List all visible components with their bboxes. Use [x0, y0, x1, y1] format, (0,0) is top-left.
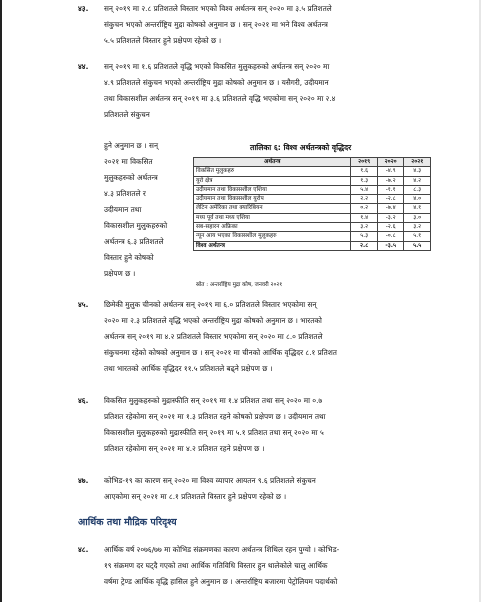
table-row-label: मध्य पूर्व तथा मध्य एशिया	[194, 213, 351, 222]
table-cell: ५.४	[351, 185, 378, 194]
paragraph-line: विकासशील मुलुकहरुको मुद्रास्फीति सन् २०१९ मा ५.१ प्रतिशत तथा सन् २०२० मा ५	[104, 428, 324, 437]
paragraph-number: ४३.	[78, 4, 89, 13]
table-cell: ४.०	[404, 195, 431, 204]
paragraph-line: कोभिड-१९ का कारण सन् २०२० मा विश्व व्यापार आयतन ९.६ प्रतिशतले संकुचन	[104, 476, 316, 485]
paragraph-line: प्रतिशत रहेकोमा सन् २०२१ मा १.३ प्रतिशत रहने कोषको प्रक्षेपण छ । उदीयमान तथा	[104, 412, 326, 421]
table-cell: -०.८	[377, 232, 404, 241]
table-row	[194, 195, 431, 204]
paragraph-wrap-line: उदीयमान तथा	[104, 205, 142, 214]
paragraph-line: प्रतिशतले संकुचन	[104, 110, 150, 119]
table-cell: १.६	[351, 167, 378, 176]
paragraph-number: ४७.	[78, 476, 89, 485]
paragraph-line: ४.९ प्रतिशतले संकुचन भएको अन्तर्राष्ट्रिय मुद्रा कोषको अनुमान छ । यसैगरी, उदीयमान	[104, 78, 329, 87]
paragraph-line: वर्षमा ट्रेण्ड आर्थिक वृद्धि हासिल हुने अनुमान छ । अन्तर्राष्ट्रिय बजारमा पेट्रोलियम पदार्थको	[104, 577, 338, 586]
table-cell: -३.२	[377, 213, 404, 222]
table-row	[194, 223, 431, 232]
table-cell: ४.२	[404, 176, 431, 185]
table-header: २०२१	[404, 158, 431, 167]
table-row-label: सब-सहारन अफ्रिका	[194, 223, 351, 232]
table-row	[194, 176, 431, 185]
table-cell: ३.२	[351, 223, 378, 232]
paragraph-line: २०२० मा २.३ प्रतिशतले वृद्धि भएको अन्तर्राष्ट्रिय मुद्रा कोषको अनुमान छ । भारतको	[104, 316, 322, 325]
table-row	[194, 213, 431, 222]
paragraph-line: अर्थतन्त्र सन् २०१९ मा ४.२ प्रतिशतले विस्तार भएकोमा सन् २०२० मा ८.० प्रतिशतले	[104, 332, 323, 341]
table-cell: -२.६	[377, 223, 404, 232]
paragraph-number: ४४.	[78, 62, 89, 71]
table-header: अर्थतन्त्र	[194, 158, 351, 167]
growth-table	[193, 157, 431, 251]
paragraph-number: ४५.	[78, 300, 89, 309]
table-cell: ०.२	[351, 204, 378, 213]
table-cell: ४.१	[404, 204, 431, 213]
table-cell: २.२	[351, 195, 378, 204]
paragraph-wrap-line: ४.३ प्रतिशतले र	[104, 189, 146, 198]
paragraph-wrap-line: विकासशील मुलुकहरुको	[104, 221, 168, 230]
table-cell: ५.३	[351, 232, 378, 241]
table-source: स्रोत : अन्तर्राष्ट्रिय मुद्रा कोष, जनवरी २०२१	[196, 282, 283, 288]
paragraph-number: ४८.	[78, 545, 89, 554]
table-cell: -७.४	[377, 204, 404, 213]
table-row-label: युरो क्षेत्र	[194, 176, 351, 185]
paragraph-line: आएकोमा सन् २०२१ मा ८.१ प्रतिशतले विस्तार हुने प्रक्षेपण रहेको छ ।	[104, 492, 287, 501]
paragraph-line: छिमेकी मुलुक चीनको अर्थतन्त्र सन् २०१९ मा ६.० प्रतिशतले विस्तार भएकोमा सन्	[104, 300, 317, 309]
table-row-label: विकसित मुलुकहरु	[194, 167, 351, 176]
table-cell: -७.२	[377, 176, 404, 185]
section-heading: आर्थिक तथा मौद्रिक परिदृश्य	[78, 517, 177, 528]
paragraph-number: ४६.	[78, 396, 89, 405]
table-cell: १.३	[351, 176, 378, 185]
table-cell: ४.३	[404, 167, 431, 176]
table-cell: ५.१	[404, 232, 431, 241]
table-row-label: उदीयमान तथा विकासशील एशिया	[194, 185, 351, 194]
paragraph-line: संकुचन भएको अन्तर्राष्ट्रिय मुद्रा कोषको अनुमान छ । सन् २०२१ मा भने विश्व अर्थतन्त्र	[104, 20, 328, 29]
table-cell: २.८	[351, 241, 378, 250]
table-row	[194, 185, 431, 194]
table-cell: -४.९	[377, 167, 404, 176]
paragraph-line: तथा भारतको आर्थिक वृद्धिदर ११.५ प्रतिशतले बढ्ने प्रक्षेपण छ ।	[104, 364, 273, 373]
table-header-row	[194, 158, 431, 167]
paragraph-line: सन् २०१९ मा २.८ प्रतिशतले विस्तार भएको विश्व अर्थतन्त्र सन् २०२० मा ३.५ प्रतिशतले	[104, 4, 332, 13]
table-row-label: न्यून आय भएका विकासशील मुलुकहरु	[194, 232, 351, 241]
table-cell: ५.५	[404, 241, 431, 250]
table-row-label: उदीयमान तथा विकासशील युरोप	[194, 195, 351, 204]
table-row	[194, 204, 431, 213]
paragraph-line: सन् २०१९ मा १.६ प्रतिशतले वृद्धि भएको विकसित मुलुकहरुको अर्थतन्त्र सन् २०२० मा	[104, 62, 330, 71]
paragraph-line: प्रतिशत रहेकोमा सन् २०२१ मा ४.२ प्रतिशत रहने प्रक्षेपण छ ।	[104, 444, 265, 453]
table-cell: -१.१	[377, 185, 404, 194]
table-cell: -२.८	[377, 195, 404, 204]
paragraph-line: विकसित मुलुकहरुको मुद्रास्फीति सन् २०१९ मा १.४ प्रतिशत तथा सन् २०२० मा ०.७	[104, 396, 323, 405]
table-row-label: लेटिन अमेरिका तथा क्यारिबियन	[194, 204, 351, 213]
table-cell: ३.०	[404, 213, 431, 222]
paragraph-wrap-line: प्रक्षेपण छ ।	[104, 269, 136, 278]
paragraph-wrap-line: विस्तार हुने कोषको	[104, 253, 154, 262]
paragraph-line: ५.५ प्रतिशतले विस्तार हुने प्रक्षेपण रहेको छ ।	[104, 36, 222, 45]
table-cell: १.४	[351, 213, 378, 222]
page-edge-left	[0, 0, 2, 602]
table-header: २०२०	[377, 158, 404, 167]
paragraph-line: १९ संक्रमण दर घट्दै गएको तथा आर्थिक गतिविधि विस्तार हुन थालेकोले चालु आर्थिक	[104, 561, 328, 570]
table-title: तालिका ६: विश्व अर्थतन्त्रको वृद्धिदर	[250, 143, 352, 152]
paragraph-wrap-line: अर्थतन्त्र ६.३ प्रतिशतले	[104, 237, 164, 246]
paragraph-line: तथा विकासशील अर्थतन्त्र सन् २०१९ मा ३.६ प्रतिशतले वृद्धि भएकोमा सन् २०२० मा २.४	[104, 94, 336, 103]
table-row	[194, 167, 431, 176]
table-cell: ८.३	[404, 185, 431, 194]
paragraph-wrap-line: मुलुकहरुको अर्थतन्त्र	[104, 173, 158, 182]
paragraph-wrap-line: २०२१ मा विकसित	[104, 157, 153, 166]
table-header: २०१९	[351, 158, 378, 167]
table-total-row	[194, 241, 431, 250]
table-row-label: विश्व अर्थतन्त्र	[194, 241, 351, 250]
table-row	[194, 232, 431, 241]
paragraph-wrap-line: हुने अनुमान छ । सन्	[104, 141, 158, 150]
table-cell: -३.५	[377, 241, 404, 250]
table-cell: ३.२	[404, 223, 431, 232]
paragraph-line: संकुचनमा रहेको कोषको अनुमान छ । सन् २०२१ मा चीनको आर्थिक वृद्धिदर ८.१ प्रतिशत	[104, 348, 337, 357]
paragraph-line: आर्थिक वर्ष २०७६/७७ मा कोभिड संक्रमणका कारण अर्थतन्त्र शिथिल रहन पुग्यो । कोभिड-	[104, 545, 340, 554]
